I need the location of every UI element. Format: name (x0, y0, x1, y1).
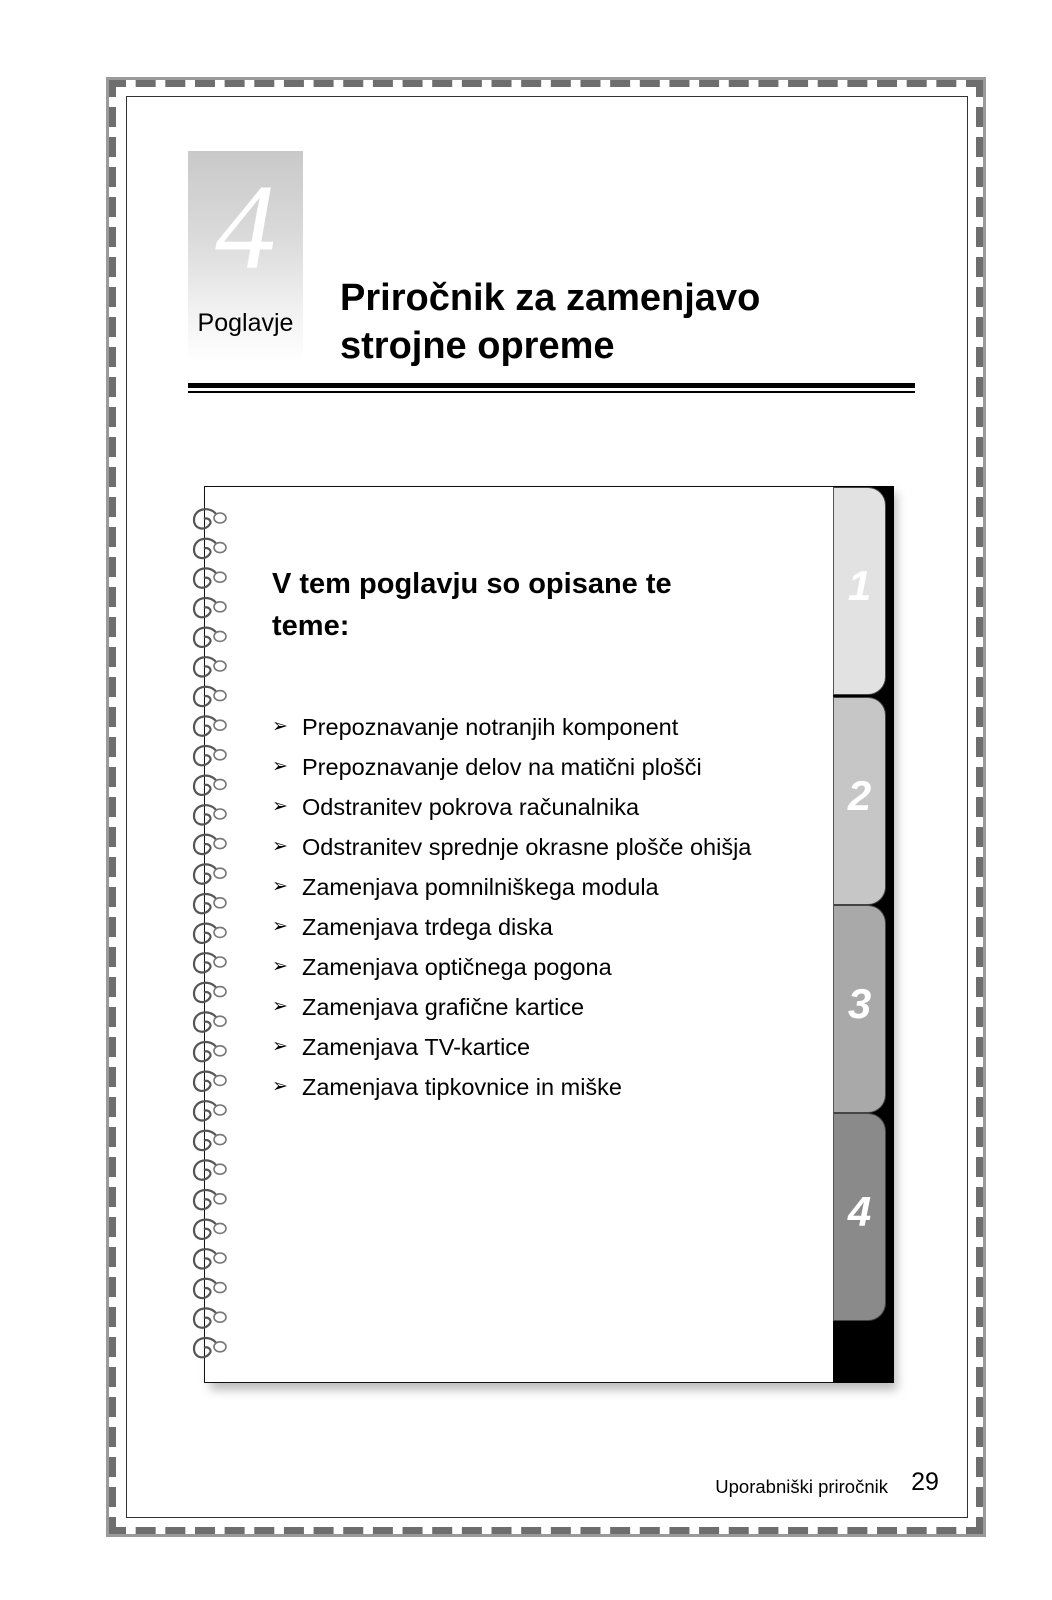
intro-line-1: V tem poglavju so opisane te (272, 568, 672, 600)
topic-item (272, 792, 812, 832)
spiral-ring (194, 568, 226, 587)
spiral-ring (194, 657, 226, 676)
spiral-ring (194, 1042, 226, 1061)
chapter-tab-4 (833, 1113, 886, 1321)
topic-list (272, 712, 812, 1112)
spiral-ring (194, 598, 226, 617)
chapter-intro (272, 563, 792, 647)
topic-item (272, 872, 812, 912)
tab-label: 2 (847, 772, 872, 819)
spiral-ring (194, 1160, 226, 1179)
spiral-ring (194, 1338, 226, 1357)
spiral-ring (194, 1190, 226, 1209)
arrow-bullet-icon: ➢ (272, 796, 288, 817)
topic-text: Zamenjava optičnega pogona (302, 954, 612, 980)
title-rule-thick (188, 383, 915, 388)
spiral-ring (194, 924, 226, 943)
topic-text: Zamenjava pomnilniškega modula (302, 874, 659, 900)
topic-item (272, 752, 812, 792)
chapter-tab-3 (833, 905, 886, 1113)
topic-text: Zamenjava tipkovnice in miške (302, 1074, 622, 1100)
topic-item (272, 952, 812, 992)
spiral-ring (194, 805, 226, 824)
chapter-label: Poglavje (197, 309, 294, 337)
arrow-bullet-icon: ➢ (272, 916, 288, 937)
spiral-ring (194, 628, 226, 647)
topic-item (272, 712, 812, 752)
arrow-bullet-icon: ➢ (272, 1076, 288, 1097)
spiral-ring (194, 1308, 226, 1327)
spiral-ring (194, 864, 226, 883)
arrow-bullet-icon: ➢ (272, 836, 288, 857)
tab-label: 1 (847, 562, 872, 609)
chapter-title-line-2: strojne opreme (340, 325, 615, 367)
footer-manual-title: Uporabniški priročnik (715, 1476, 888, 1497)
tab-label: 4 (847, 1188, 872, 1235)
spiral-ring (194, 539, 226, 558)
spiral-ring (194, 835, 226, 854)
topic-text: Odstranitev pokrova računalnika (302, 794, 640, 820)
spiral-ring (194, 509, 226, 528)
spiral-ring (194, 1012, 226, 1031)
spiral-ring (194, 983, 226, 1002)
chapter-marker (188, 151, 303, 363)
spiral-ring (194, 953, 226, 972)
topic-text: Zamenjava trdega diska (302, 914, 553, 940)
spiral-ring (194, 1279, 226, 1298)
chapter-tab-2 (833, 697, 886, 905)
tab-label: 3 (847, 980, 872, 1027)
topic-item (272, 992, 812, 1032)
spiral-ring (194, 1131, 226, 1150)
topic-text: Zamenjava TV-kartice (302, 1034, 531, 1060)
arrow-bullet-icon: ➢ (272, 956, 288, 977)
chapter-number: 4 (215, 160, 276, 295)
arrow-bullet-icon: ➢ (272, 716, 288, 737)
page-number: 29 (911, 1468, 939, 1496)
chapter-tab-1 (833, 487, 886, 695)
topic-item (272, 912, 812, 952)
topic-text: Zamenjava grafične kartice (302, 994, 585, 1020)
spiral-ring (194, 1220, 226, 1239)
topic-item (272, 1072, 812, 1112)
spiral-ring (194, 1249, 226, 1268)
intro-line-2: teme: (272, 610, 350, 642)
topic-text: Prepoznavanje delov na matični plošči (302, 754, 702, 780)
spiral-ring (194, 1101, 226, 1120)
spiral-ring (194, 716, 226, 735)
arrow-bullet-icon: ➢ (272, 756, 288, 777)
arrow-bullet-icon: ➢ (272, 876, 288, 897)
spiral-ring (194, 687, 226, 706)
spiral-ring (194, 746, 226, 765)
topic-item (272, 832, 812, 872)
arrow-bullet-icon: ➢ (272, 996, 288, 1017)
title-rule-thin (188, 391, 915, 393)
chapter-title-line-1: Priročnik za zamenjavo (340, 277, 761, 319)
spiral-ring (194, 894, 226, 913)
spiral-binding-icon (190, 506, 230, 1366)
topic-item (272, 1032, 812, 1072)
spiral-ring (194, 776, 226, 795)
spiral-ring (194, 1072, 226, 1091)
arrow-bullet-icon: ➢ (272, 1036, 288, 1057)
topic-text: Prepoznavanje notranjih komponent (302, 714, 679, 740)
chapter-title (340, 274, 900, 370)
topic-text: Odstranitev sprednje okrasne plošče ohišja (302, 834, 752, 860)
